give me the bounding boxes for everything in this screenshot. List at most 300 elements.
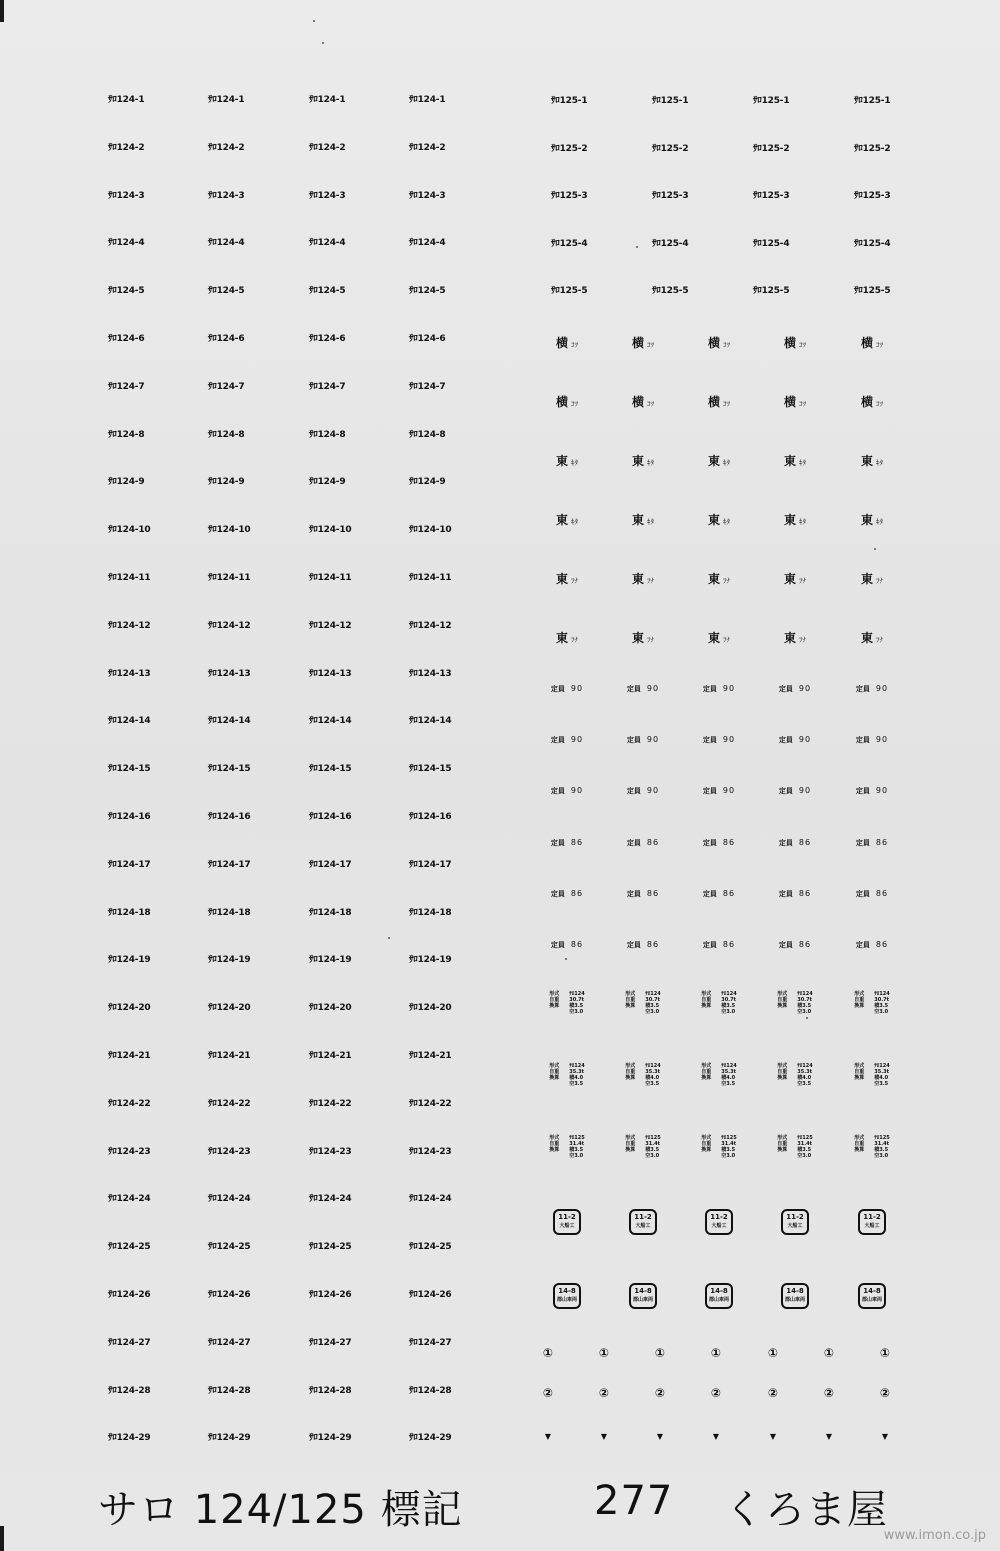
car-number-label: ｻﾛ124-4 (409, 238, 446, 249)
badge-works: 大船工 (559, 1223, 575, 1229)
spec-value: ｻﾛ124 (569, 991, 585, 997)
capacity-mark (856, 684, 888, 694)
depot-mark (708, 627, 730, 646)
depot-mark (632, 627, 654, 646)
spec-line (549, 1009, 584, 1015)
depot-kanji: 東 (555, 454, 569, 468)
car-number-label: ｻﾛ124-16 (409, 812, 452, 822)
circled-number: ① (710, 1346, 722, 1360)
dust-speck (388, 937, 390, 939)
car-number-label: ｻﾛ124-8 (208, 429, 245, 440)
depot-kanji: 東 (860, 572, 874, 586)
spec-value: 35.3t (569, 1069, 585, 1075)
spec-key: 換算 (701, 1003, 712, 1009)
car-number-label: ｻﾛ124-27 (409, 1337, 452, 1348)
car-number-label: ｻﾛ124-7 (108, 381, 145, 392)
capacity-label: 定員 (778, 736, 793, 745)
spec-value: 空3.0 (874, 1009, 889, 1015)
car-number-label: ｻﾛ124-25 (409, 1242, 452, 1253)
spec-line (777, 1153, 812, 1159)
car-number-label: ｻﾛ124-27 (208, 1337, 251, 1348)
capacity-value: 90 (646, 786, 660, 796)
spec-value: ｻﾛ124 (645, 991, 661, 997)
badge-works: 郡山車両 (784, 1297, 805, 1303)
capacity-mark (779, 735, 811, 745)
spec-plate (777, 1063, 812, 1087)
depot-kanji: 東 (631, 454, 645, 468)
spec-key: 自重 (625, 997, 636, 1003)
depot-kanji: 東 (783, 631, 797, 645)
depot-code: ｺﾂ (647, 341, 655, 349)
car-number-label: ｻﾛ124-3 (108, 190, 145, 201)
depot-mark (708, 450, 730, 469)
spec-value: 空3.0 (569, 1009, 584, 1015)
spec-key: 形式 (549, 1063, 560, 1069)
depot-kanji: 東 (707, 572, 721, 586)
car-number-label: ｻﾛ124-18 (409, 907, 452, 918)
triangle-mark: ▼ (825, 1432, 833, 1441)
capacity-label: 定員 (626, 736, 641, 745)
depot-code: ﾌﾅ (876, 636, 884, 644)
capacity-value: 86 (570, 837, 584, 847)
spec-line (777, 1009, 812, 1015)
spec-line (854, 1081, 889, 1087)
depot-mark (556, 509, 578, 528)
spec-value: 積3.5 (721, 1003, 736, 1009)
depot-mark (556, 568, 578, 587)
dust-speck (313, 20, 315, 22)
car-number-label: ｻﾛ125-2 (652, 143, 689, 154)
spec-value: 30.7t (645, 997, 661, 1003)
capacity-label: 定員 (778, 838, 793, 847)
inspection-badge (705, 1209, 733, 1235)
dust-speck (565, 958, 567, 960)
spec-value: ｻﾛ125 (797, 1135, 813, 1141)
depot-kanji: 東 (860, 513, 874, 527)
car-number-label: ｻﾛ124-5 (409, 286, 446, 297)
capacity-label: 定員 (550, 941, 565, 949)
spec-key: 形式 (625, 1063, 636, 1069)
depot-kanji: 横 (860, 336, 874, 350)
capacity-value: 90 (570, 684, 584, 693)
car-number-label: ｻﾛ124-27 (108, 1337, 151, 1348)
spec-line (549, 1153, 584, 1159)
car-number-label: ｻﾛ124-20 (309, 1003, 352, 1014)
capacity-label: 定員 (702, 889, 717, 898)
capacity-label: 定員 (550, 685, 565, 693)
spec-value: 空3.5 (874, 1081, 889, 1087)
depot-mark (632, 509, 654, 528)
triangle-mark: ▼ (600, 1432, 608, 1441)
capacity-value: 86 (722, 888, 736, 898)
dust-speck (874, 548, 876, 550)
circled-number: ① (654, 1346, 666, 1360)
capacity-mark (627, 735, 659, 745)
spec-value: 積3.5 (797, 1003, 812, 1009)
spec-line (625, 1081, 660, 1087)
car-number-label: ｻﾛ124-29 (309, 1433, 352, 1444)
spec-value: 積3.5 (645, 1003, 660, 1009)
capacity-mark (627, 786, 659, 796)
spec-value: 31.4t (569, 1141, 585, 1147)
spec-value: 積3.5 (569, 1003, 584, 1009)
spec-plate (549, 1063, 584, 1087)
depot-code: ｷﾀ (799, 518, 807, 526)
car-number-label: ｻﾛ124-8 (108, 429, 145, 440)
car-number-label: ｻﾛ124-8 (409, 429, 446, 440)
inspection-badge (553, 1209, 581, 1235)
spec-key: 自重 (701, 997, 712, 1003)
depot-mark (556, 332, 578, 351)
depot-code: ｷﾀ (876, 518, 884, 526)
capacity-mark (703, 735, 735, 745)
car-number-label: ｻﾛ125-2 (753, 143, 790, 154)
spec-key: 自重 (625, 1069, 636, 1075)
car-number-label: ｻﾛ124-4 (108, 238, 145, 249)
car-number-label: ｻﾛ124-11 (108, 573, 151, 583)
car-number-label: ｻﾛ124-7 (409, 381, 446, 392)
spec-value: 空3.0 (874, 1153, 889, 1159)
car-number-label: ｻﾛ124-19 (309, 955, 352, 966)
capacity-mark (551, 735, 583, 745)
spec-value: 積3.5 (874, 1147, 889, 1153)
spec-value: 35.3t (721, 1069, 737, 1075)
spec-line (625, 1153, 660, 1159)
car-number-label: ｻﾛ124-6 (309, 334, 346, 344)
spec-value: 31.4t (797, 1141, 813, 1147)
spec-key: 形式 (854, 991, 865, 997)
capacity-mark (856, 735, 888, 745)
car-number-label: ｻﾛ124-1 (309, 95, 346, 105)
spec-plate (854, 1063, 889, 1087)
depot-kanji: 東 (555, 572, 569, 586)
spec-value: 積3.5 (797, 1147, 812, 1153)
car-number-label: ｻﾛ124-23 (208, 1146, 251, 1157)
depot-kanji: 横 (555, 395, 569, 409)
badge-works: 郡山車両 (632, 1297, 653, 1303)
spec-value: ｻﾛ124 (721, 991, 737, 997)
badge-works: 大船工 (787, 1223, 803, 1229)
spec-key: 換算 (854, 1075, 865, 1081)
depot-mark (861, 627, 883, 646)
spec-key: 自重 (777, 1069, 788, 1075)
depot-code: ﾌﾅ (876, 577, 884, 585)
car-number-label: ｻﾛ124-9 (108, 477, 145, 488)
car-number-label: ｻﾛ125-1 (652, 96, 689, 106)
edge-mark-top (0, 0, 4, 22)
spec-key: 換算 (549, 1075, 560, 1081)
car-number-label: ｻﾛ124-1 (409, 95, 446, 105)
spec-plate (701, 1063, 736, 1087)
depot-mark (784, 391, 806, 410)
spec-value: ｻﾛ124 (797, 991, 813, 997)
badge-works: 郡山車両 (861, 1297, 882, 1303)
car-number-label: ｻﾛ124-16 (309, 812, 352, 822)
badge-date: 11-2 (710, 1213, 728, 1221)
spec-value: ｻﾛ125 (569, 1135, 585, 1141)
capacity-label: 定員 (855, 787, 870, 796)
badge-date: 14-8 (710, 1287, 728, 1295)
car-number-label: ｻﾛ124-14 (108, 716, 151, 727)
capacity-label: 定員 (550, 736, 565, 745)
spec-plate (777, 991, 812, 1015)
depot-kanji: 東 (783, 454, 797, 468)
capacity-mark (551, 889, 583, 899)
car-number-label: ｻﾛ124-23 (108, 1146, 151, 1157)
spec-line (701, 1009, 736, 1015)
spec-key: 換算 (854, 1003, 865, 1009)
spec-plate (549, 991, 584, 1015)
depot-code: ﾌﾅ (799, 636, 807, 644)
badge-works: 大船工 (711, 1223, 727, 1229)
spec-value: 31.4t (645, 1141, 661, 1147)
car-number-label: ｻﾛ124-1 (208, 95, 245, 105)
capacity-value: 90 (722, 735, 736, 745)
spec-value: 空3.0 (645, 1153, 660, 1159)
capacity-label: 定員 (855, 736, 870, 745)
capacity-label: 定員 (778, 787, 793, 796)
depot-mark (708, 568, 730, 587)
spec-key: 自重 (625, 1141, 636, 1147)
badge-date: 11-2 (863, 1213, 881, 1221)
footer-maker: くろま屋 (724, 1487, 888, 1533)
depot-code: ｷﾀ (799, 459, 807, 467)
spec-value: 積4.0 (797, 1075, 812, 1081)
car-number-label: ｻﾛ124-7 (309, 381, 346, 392)
capacity-value: 86 (798, 940, 812, 949)
capacity-mark (779, 940, 811, 950)
car-number-label: ｻﾛ124-25 (108, 1242, 151, 1253)
badge-works: 郡山車両 (556, 1297, 577, 1303)
spec-value: ｻﾛ125 (645, 1135, 661, 1141)
capacity-mark (551, 838, 583, 848)
spec-value: 空3.0 (721, 1009, 736, 1015)
car-number-label: ｻﾛ124-9 (309, 477, 346, 488)
spec-key: 換算 (625, 1003, 636, 1009)
capacity-label: 定員 (702, 787, 717, 796)
spec-key: 換算 (777, 1075, 788, 1081)
spec-value: 30.7t (874, 997, 890, 1003)
inspection-badge (705, 1283, 733, 1309)
depot-kanji: 横 (783, 336, 797, 350)
spec-key: 換算 (625, 1075, 636, 1081)
car-number-label: ｻﾛ124-14 (208, 716, 251, 727)
capacity-label: 定員 (702, 941, 717, 949)
capacity-value: 90 (570, 786, 584, 796)
car-number-label: ｻﾛ124-3 (309, 190, 346, 201)
capacity-label: 定員 (855, 838, 870, 847)
inspection-badge (781, 1209, 809, 1235)
capacity-mark (551, 786, 583, 796)
spec-line (701, 1081, 736, 1087)
spec-key: 換算 (701, 1075, 712, 1081)
capacity-value: 86 (875, 940, 889, 949)
depot-mark (708, 332, 730, 351)
depot-code: ｺﾂ (571, 341, 579, 349)
car-number-label: ｻﾛ124-17 (208, 859, 251, 870)
capacity-value: 90 (646, 684, 660, 693)
spec-value: 30.7t (569, 997, 585, 1003)
capacity-value: 86 (875, 837, 889, 847)
capacity-mark (703, 684, 735, 694)
spec-value: 30.7t (797, 997, 813, 1003)
car-number-label: ｻﾛ124-26 (108, 1290, 151, 1300)
capacity-mark (856, 889, 888, 899)
car-number-label: ｻﾛ124-13 (208, 668, 251, 679)
depot-kanji: 東 (783, 513, 797, 527)
car-number-label: ｻﾛ124-13 (409, 668, 452, 679)
car-number-label: ｻﾛ124-21 (409, 1051, 452, 1061)
capacity-value: 86 (798, 837, 812, 847)
car-number-label: ｻﾛ124-9 (409, 477, 446, 488)
car-number-label: ｻﾛ124-4 (208, 238, 245, 249)
depot-mark (784, 627, 806, 646)
badge-date: 14-8 (634, 1287, 652, 1295)
spec-key: 形式 (854, 1135, 865, 1141)
car-number-label: ｻﾛ124-18 (309, 907, 352, 918)
capacity-mark (627, 940, 659, 950)
capacity-label: 定員 (855, 941, 870, 949)
circled-number: ① (823, 1346, 835, 1360)
spec-key: 自重 (549, 1141, 560, 1147)
spec-value: 31.4t (874, 1141, 890, 1147)
car-number-label: ｻﾛ124-19 (409, 955, 452, 966)
depot-kanji: 東 (783, 572, 797, 586)
circled-number: ① (598, 1346, 610, 1360)
car-number-label: ｻﾛ124-5 (309, 286, 346, 297)
badge-works: 郡山車両 (708, 1297, 729, 1303)
car-number-label: ｻﾛ124-20 (409, 1003, 452, 1014)
circled-number: ② (879, 1386, 891, 1400)
spec-key: 自重 (701, 1069, 712, 1075)
car-number-label: ｻﾛ124-15 (409, 764, 452, 775)
car-number-label: ｻﾛ124-19 (208, 955, 251, 966)
spec-key: 形式 (625, 1135, 636, 1141)
capacity-mark (627, 838, 659, 848)
capacity-value: 90 (646, 735, 660, 745)
car-number-label: ｻﾛ124-22 (409, 1098, 452, 1109)
car-number-label: ｻﾛ124-22 (208, 1098, 251, 1109)
capacity-value: 90 (798, 735, 812, 745)
car-number-label: ｻﾛ124-2 (309, 142, 346, 153)
depot-kanji: 横 (631, 336, 645, 350)
spec-value: 積4.0 (645, 1075, 660, 1081)
capacity-value: 90 (570, 735, 584, 745)
depot-mark (784, 450, 806, 469)
car-number-label: ｻﾛ125-5 (652, 286, 689, 296)
capacity-value: 86 (875, 888, 889, 898)
car-number-label: ｻﾛ124-23 (309, 1146, 352, 1157)
depot-code: ｷﾀ (647, 459, 655, 467)
spec-key: 自重 (777, 1141, 788, 1147)
circled-number: ① (879, 1346, 891, 1360)
car-number-label: ｻﾛ125-4 (753, 238, 790, 249)
capacity-mark (703, 940, 735, 950)
car-number-label: ｻﾛ124-24 (208, 1194, 251, 1205)
dust-speck (636, 246, 638, 248)
car-number-label: ｻﾛ124-14 (409, 716, 452, 727)
car-number-label: ｻﾛ124-28 (309, 1385, 352, 1396)
spec-value: ｻﾛ124 (874, 1063, 890, 1069)
depot-code: ｷﾀ (571, 459, 579, 467)
car-number-label: ｻﾛ125-5 (551, 286, 588, 296)
spec-key: 自重 (549, 1069, 560, 1075)
edge-mark-bottom (0, 1526, 4, 1551)
spec-key: 換算 (549, 1147, 560, 1153)
capacity-value: 86 (646, 837, 660, 847)
car-number-label: ｻﾛ124-10 (208, 525, 251, 536)
spec-key: 換算 (777, 1147, 788, 1153)
capacity-value: 90 (875, 786, 889, 796)
car-number-label: ｻﾛ124-10 (409, 525, 452, 536)
spec-key: 形式 (625, 991, 636, 997)
car-number-label: ｻﾛ124-5 (208, 286, 245, 297)
car-number-label: ｻﾛ124-21 (309, 1051, 352, 1061)
car-number-label: ｻﾛ124-22 (108, 1098, 151, 1109)
badge-date: 11-2 (558, 1213, 576, 1221)
spec-value: 35.3t (645, 1069, 661, 1075)
badge-date: 14-8 (558, 1287, 576, 1295)
spec-value: 空3.0 (797, 1009, 812, 1015)
depot-kanji: 横 (860, 395, 874, 409)
car-number-label: ｻﾛ124-27 (309, 1337, 352, 1348)
spec-plate (701, 1135, 736, 1159)
spec-key: 換算 (854, 1147, 865, 1153)
spec-value: 空3.0 (569, 1153, 584, 1159)
car-number-label: ｻﾛ124-20 (108, 1003, 151, 1014)
depot-mark (861, 332, 883, 351)
depot-mark (784, 568, 806, 587)
spec-key: 換算 (625, 1147, 636, 1153)
depot-mark (556, 391, 578, 410)
capacity-mark (703, 889, 735, 899)
depot-kanji: 東 (631, 572, 645, 586)
car-number-label: ｻﾛ124-2 (108, 142, 145, 153)
depot-mark (556, 450, 578, 469)
car-number-label: ｻﾛ124-1 (108, 95, 145, 105)
capacity-value: 86 (722, 940, 736, 949)
circled-number: ② (767, 1386, 779, 1400)
car-number-label: ｻﾛ124-25 (309, 1242, 352, 1253)
car-number-label: ｻﾛ124-3 (409, 190, 446, 201)
capacity-label: 定員 (626, 941, 641, 949)
badge-date: 11-2 (786, 1213, 804, 1221)
spec-plate (625, 1063, 660, 1087)
depot-code: ｺﾂ (799, 341, 807, 349)
capacity-label: 定員 (855, 889, 870, 898)
car-number-label: ｻﾛ124-12 (309, 620, 352, 631)
inspection-badge (858, 1283, 886, 1309)
car-number-label: ｻﾛ124-9 (208, 477, 245, 488)
spec-key: 自重 (701, 1141, 712, 1147)
car-number-label: ｻﾛ124-16 (108, 812, 151, 822)
triangle-mark: ▼ (656, 1432, 664, 1441)
circled-number: ② (654, 1386, 666, 1400)
car-number-label: ｻﾛ124-24 (108, 1194, 151, 1205)
car-number-label: ｻﾛ124-26 (309, 1290, 352, 1300)
circled-number: ① (542, 1346, 554, 1360)
spec-line (625, 1009, 660, 1015)
spec-value: 30.7t (721, 997, 737, 1003)
spec-plate (777, 1135, 812, 1159)
depot-kanji: 東 (631, 631, 645, 645)
car-number-label: ｻﾛ124-15 (309, 764, 352, 775)
capacity-mark (779, 889, 811, 899)
capacity-value: 90 (722, 684, 736, 693)
car-number-label: ｻﾛ124-21 (208, 1051, 251, 1061)
car-number-label: ｻﾛ124-4 (309, 238, 346, 249)
spec-key: 形式 (777, 1063, 788, 1069)
